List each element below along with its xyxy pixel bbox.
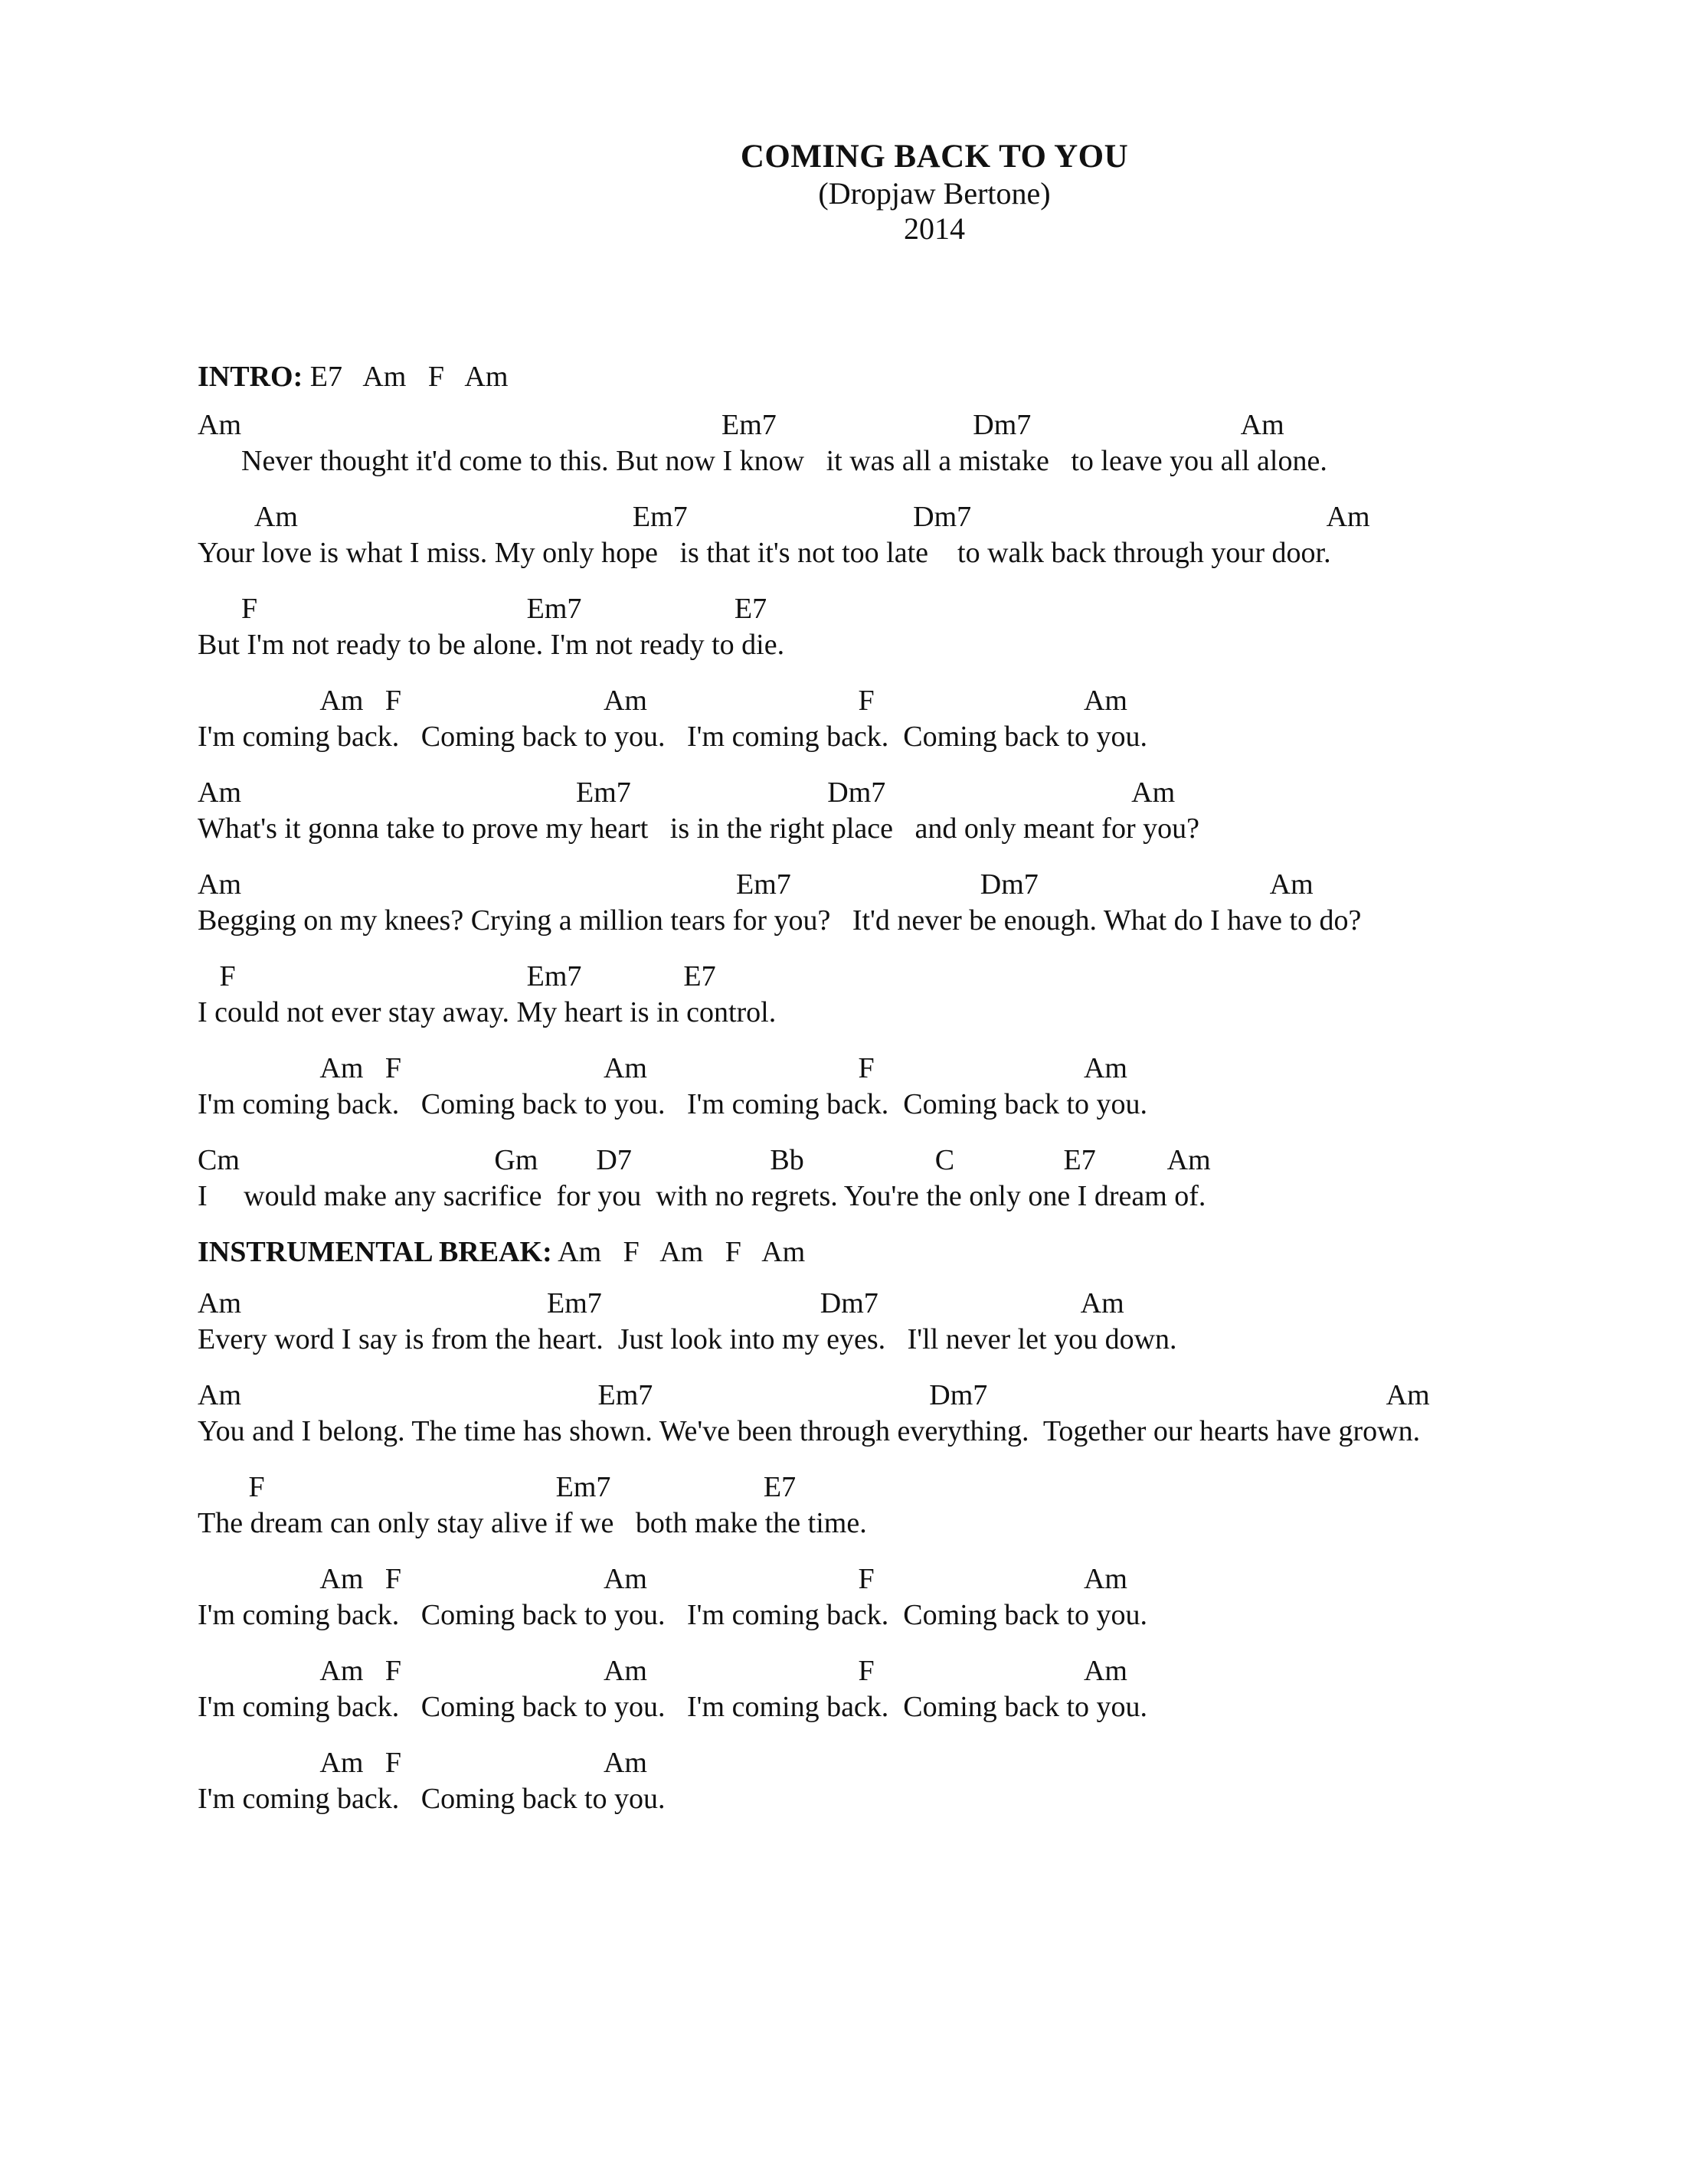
lyric-line: I could not ever stay away. My heart is in control. <box>198 996 777 1028</box>
lyric-line: I'm coming back. Coming back to you. <box>198 1783 666 1815</box>
chord-line: F Em7 E7 <box>198 960 716 992</box>
lyric-line: I would make any sacrifice for you with no regrets. You're the only one I dream of. <box>198 1180 1206 1212</box>
chord-line: Am Em7 Dm7 Am <box>198 868 1314 901</box>
chord-line: Am Em7 Dm7 Am <box>198 1287 1124 1319</box>
lyric-line: Begging on my knees? Crying a million tears for you? It'd never be enough. What do I have to do? <box>198 904 1362 937</box>
chord-line: Am Em7 Dm7 Am <box>198 1379 1430 1411</box>
lyric-line: Your love is what I miss. My only hope is that it's not too late to walk back through your door. <box>198 537 1331 569</box>
lyric-line: You and I belong. The time has shown. We've been through everything. Together our hearts have grown. <box>198 1415 1421 1447</box>
lyric-line: Never thought it'd come to this. But now I know it was all a mistake to leave you all alone. <box>198 445 1327 477</box>
chord-line: F Em7 E7 <box>198 593 767 625</box>
chord-line: Am Em7 Dm7 Am <box>198 776 1176 809</box>
chord-line: Am Em7 Dm7 Am <box>198 409 1284 441</box>
lyric-line: Every word I say is from the heart. Just look into my eyes. I'll never let you down. <box>198 1323 1177 1355</box>
chord-line: Am Em7 Dm7 Am <box>198 501 1370 533</box>
lyric-line: What's it gonna take to prove my heart is in the right place and only meant for you? <box>198 812 1199 845</box>
lyric-line: The dream can only stay alive if we both make the time. <box>198 1507 867 1539</box>
lyric-line: I'm coming back. Coming back to you. I'm coming back. Coming back to you. <box>198 1599 1148 1631</box>
intro-chords: E7 Am F Am <box>303 361 509 393</box>
lyric-line: I'm coming back. Coming back to you. I'm coming back. Coming back to you. <box>198 721 1148 753</box>
lyric-line: I'm coming back. Coming back to you. I'm coming back. Coming back to you. <box>198 1088 1148 1120</box>
instrumental-label: INSTRUMENTAL BREAK: <box>198 1236 552 1268</box>
song-year: 2014 <box>904 211 965 246</box>
chord-line: Am F Am F Am <box>198 1655 1127 1687</box>
song-title: COMING BACK TO YOU <box>740 139 1129 175</box>
chord-line: Am F Am F Am <box>198 1563 1127 1595</box>
intro-line <box>198 360 508 394</box>
intro-label: INTRO: <box>198 361 303 393</box>
instrumental-line <box>198 1235 805 1269</box>
instrumental-chords: Am F Am F Am <box>551 1236 806 1268</box>
chord-line: Am F Am F Am <box>198 1052 1127 1084</box>
chord-line: Am F Am <box>198 1747 647 1779</box>
song-artist: (Dropjaw Bertone) <box>818 176 1051 211</box>
chord-line: Am F Am F Am <box>198 685 1127 717</box>
chord-line: Cm Gm D7 Bb C E7 Am <box>198 1144 1211 1176</box>
chord-line: F Em7 E7 <box>198 1471 797 1503</box>
lyric-line: I'm coming back. Coming back to you. I'm coming back. Coming back to you. <box>198 1691 1148 1723</box>
song-header <box>0 138 1685 247</box>
lyric-line: But I'm not ready to be alone. I'm not ready to die. <box>198 629 785 661</box>
